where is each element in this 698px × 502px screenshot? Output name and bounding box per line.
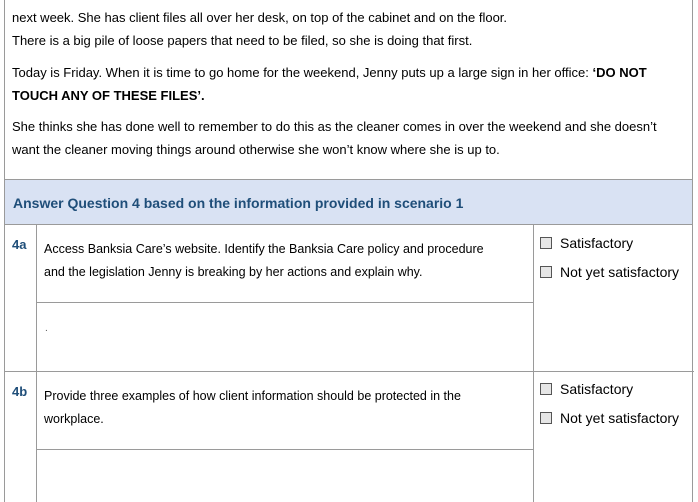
scenario-line [12,61,647,84]
not-yet-option-4a[interactable] [540,263,679,281]
checkbox-icon[interactable] [540,237,552,249]
question-line: Access Banksia Care’s website. Identify the Banksia Care policy and procedure [44,242,484,256]
option-label: Not yet satisfactory [560,410,680,426]
checkbox-icon[interactable] [540,383,552,395]
question-text [44,385,514,431]
question-table [4,225,693,502]
answer-field-4b[interactable] [37,450,533,502]
question-number: 4b [12,384,28,399]
section-heading: Answer Question 4 based on the information provided in scenario 1 [4,179,693,225]
not-yet-option-4b[interactable] [540,409,679,427]
question-line: Provide three examples of how client information should be protected in the [44,389,461,403]
scenario-line: There is a big pile of loose papers that need to be filed, so she is doing that first. [12,33,473,48]
sign-text: TOUCH ANY OF THESE FILES’. [12,88,205,103]
scenario-paragraph-2 [12,61,647,107]
scenario-line: next week. She has client files all over her desk, on top of the cabinet and on the floor. [12,10,508,25]
scenario-line [12,84,647,107]
scenario-paragraph-1 [12,6,507,52]
scenario-paragraph-3 [12,115,657,161]
scenario-text: Today is Friday. When it is time to go home for the weekend, Jenny puts up a large sign in her office: [12,65,593,80]
checkbox-icon[interactable] [540,266,552,278]
column-divider [533,225,534,502]
satisfactory-option-4b[interactable] [540,380,633,398]
sign-text: ‘DO NOT [592,65,647,80]
scenario-line: She thinks she has done well to remember to do this as the cleaner comes in over the weekend and she doesn’t [12,119,657,134]
answer-field-4a[interactable]: . [45,323,48,334]
question-line: workplace. [44,412,104,426]
option-label: Satisfactory [560,235,634,251]
question-text [44,238,514,284]
checkbox-icon[interactable] [540,412,552,424]
option-label: Not yet satisfactory [560,264,680,280]
row-divider [5,371,694,372]
row-divider [36,302,533,303]
satisfactory-option-4a[interactable] [540,234,633,252]
option-label: Satisfactory [560,381,634,397]
scenario-line: want the cleaner moving things around otherwise she won’t know where she is up to. [12,142,500,157]
scenario-text-block [4,0,693,179]
question-line: and the legislation Jenny is breaking by her actions and explain why. [44,265,423,279]
question-number: 4a [12,237,27,252]
